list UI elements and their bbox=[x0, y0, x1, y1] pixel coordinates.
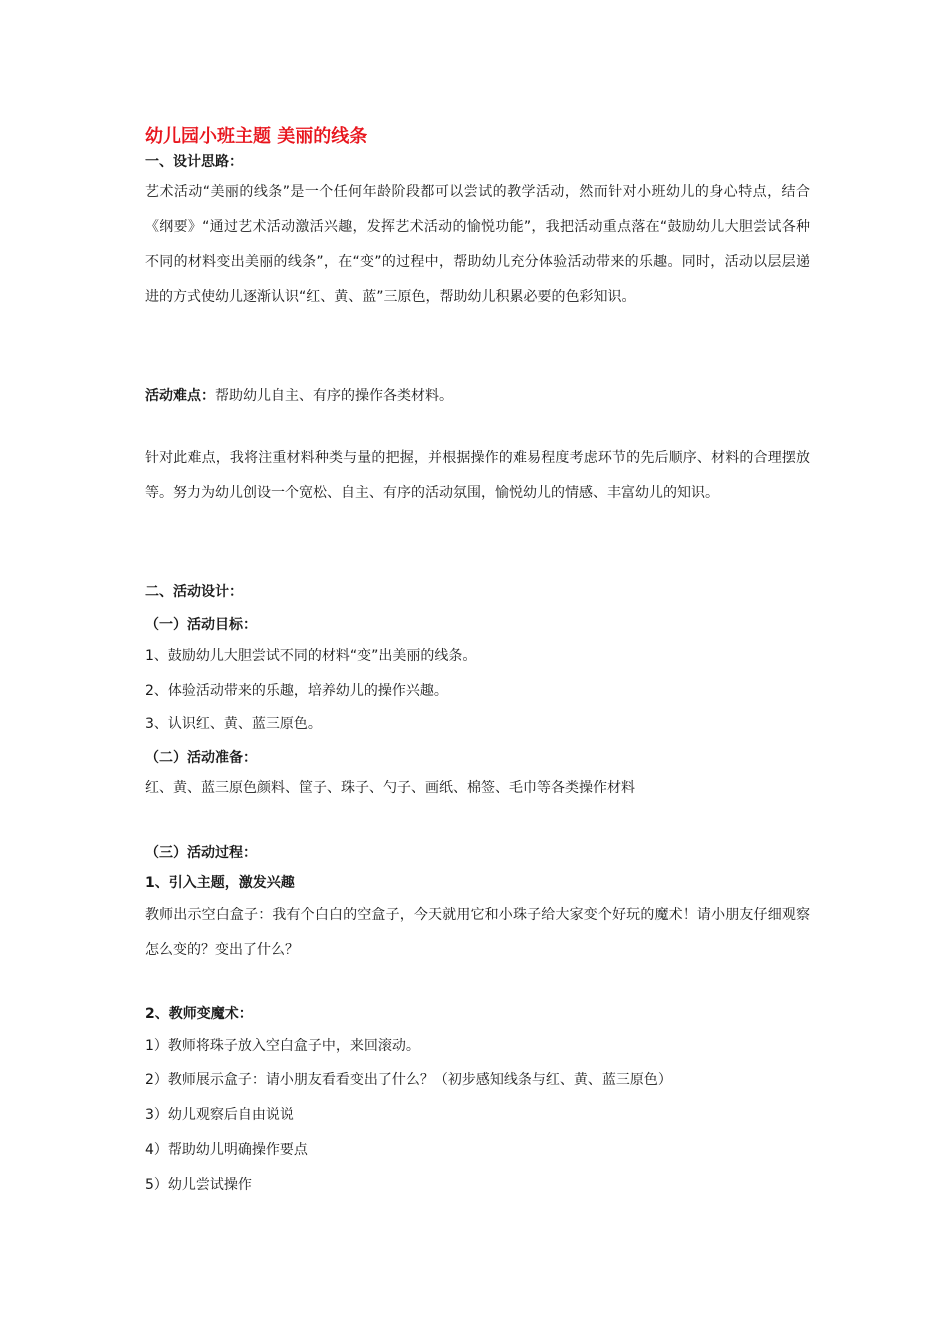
prep-text: 红、黄、蓝三原色颜料、筐子、珠子、勺子、画纸、棉签、毛巾等各类操作材料 bbox=[145, 780, 635, 796]
prep-heading: （二）活动准备： bbox=[145, 750, 257, 766]
process-heading: （三）活动过程： bbox=[145, 845, 257, 861]
step1-paragraph: 教师出示空白盒子：我有个白白的空盒子，今天就用它和小珠子给大家变个好玩的魔术！请小朋友仔细观察怎么变的？变出了什么？ bbox=[145, 907, 810, 958]
step2-item: 5）幼儿尝试操作 bbox=[145, 1177, 252, 1193]
step1-heading: 1、引入主题，激发兴趣 bbox=[145, 875, 295, 891]
section1-heading: 一、设计思路： bbox=[145, 154, 243, 170]
difficulty-paragraph: 针对此难点，我将注重材料种类与量的把握，并根据操作的难易程度考虑环节的先后顺序、材料的合理摆放等。努力为幼儿创设一个宽松、自主、有序的活动氛围，愉悦幼儿的情感、丰富幼儿的知识。 bbox=[145, 450, 810, 501]
step2-item: 3）幼儿观察后自由说说 bbox=[145, 1107, 294, 1123]
section2-heading: 二、活动设计： bbox=[145, 584, 243, 600]
goal-item: 1、鼓励幼儿大胆尝试不同的材料“变”出美丽的线条。 bbox=[145, 648, 477, 664]
difficulty-line bbox=[145, 386, 453, 406]
difficulty-text: 帮助幼儿自主、有序的操作各类材料。 bbox=[215, 388, 453, 404]
step2-item: 4）帮助幼儿明确操作要点 bbox=[145, 1142, 308, 1158]
goal-item: 3、认识红、黄、蓝三原色。 bbox=[145, 716, 322, 732]
document-title: 幼儿园小班主题 美丽的线条 bbox=[145, 126, 368, 147]
difficulty-label: 活动难点： bbox=[145, 388, 215, 404]
goal-item: 2、体验活动带来的乐趣，培养幼儿的操作兴趣。 bbox=[145, 683, 448, 699]
step2-heading: 2、教师变魔术： bbox=[145, 1006, 253, 1022]
step2-item: 1）教师将珠子放入空白盒子中，来回滚动。 bbox=[145, 1038, 420, 1054]
step2-item: 2）教师展示盒子：请小朋友看看变出了什么？（初步感知线条与红、黄、蓝三原色） bbox=[145, 1072, 672, 1088]
goals-heading: （一）活动目标： bbox=[145, 617, 257, 633]
design-rationale-paragraph: 艺术活动“美丽的线条”是一个任何年龄阶段都可以尝试的教学活动，然而针对小班幼儿的身心特点，结合《纲要》“通过艺术活动激活兴趣，发挥艺术活动的愉悦功能”，我把活动重点落在“鼓励幼儿大胆尝试各种不同的材料变出美丽的线条”，在“变”的过程中，帮助幼儿充分体验活动带来的乐趣。同时，活动以层层递进的方式使幼儿逐渐认识“红、黄、蓝”三原色，帮助幼儿积累必要的色彩知识。 bbox=[145, 184, 810, 305]
